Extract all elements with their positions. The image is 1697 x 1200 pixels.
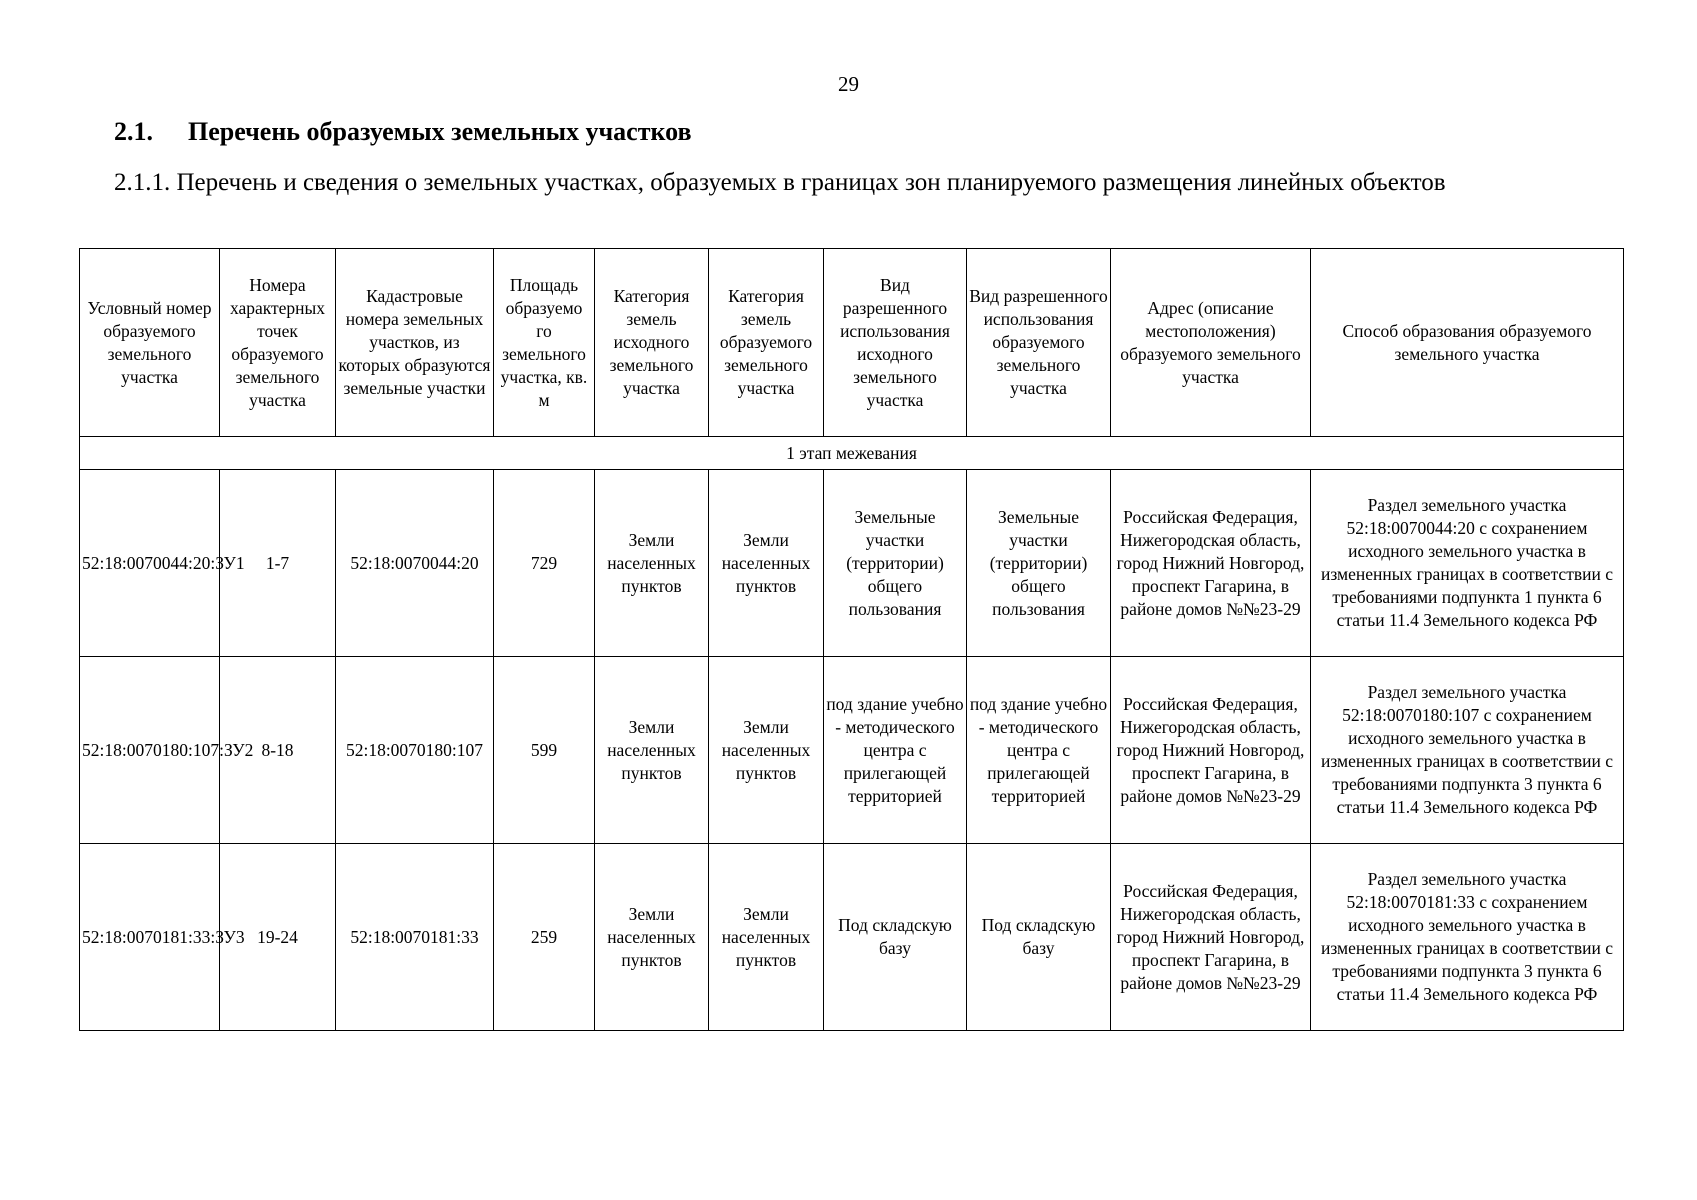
method-cell: Раздел земельного участка 52:18:0070181:33 с сохранением исходного земельного участка в измененных границах в соответствии с требованиями подпункта 3 пункта 6 статьи 11.4 Земельного кодекса РФ: [1311, 844, 1624, 1031]
header-cell: Категория земель образуемого земельного участка: [709, 249, 824, 437]
address-cell: Российская Федерация, Нижегородская область, город Нижний Новгород, проспект Гагарина, в районе домов №№23-29: [1111, 657, 1311, 844]
stage-label: 1 этап межевания: [80, 437, 1624, 470]
plot-id-cell: 52:18:0070180:107:ЗУ2: [80, 657, 220, 844]
category-new-cell: Земли населенных пунктов: [709, 470, 824, 657]
header-cell: Адрес (описание местоположения) образуемого земельного участка: [1111, 249, 1311, 437]
use-source-cell: Земельные участки (территории) общего пользования: [824, 470, 967, 657]
cadastral-cell: 52:18:0070044:20: [336, 470, 494, 657]
points-cell: 8-18: [220, 657, 336, 844]
section-title: Перечень образуемых земельных участков: [188, 117, 692, 146]
plot-id-cell: 52:18:0070181:33:ЗУ3: [80, 844, 220, 1031]
area-cell: 259: [494, 844, 595, 1031]
header-cell: Способ образования образуемого земельного участка: [1311, 249, 1624, 437]
area-cell: 599: [494, 657, 595, 844]
header-cell: Вид разрешенного использования исходного земельного участка: [824, 249, 967, 437]
points-cell: 19-24: [220, 844, 336, 1031]
table-row: [80, 470, 1624, 657]
table-row: [80, 844, 1624, 1031]
table-row: [80, 657, 1624, 844]
section-number: 2.1.: [114, 117, 153, 146]
section-heading: [114, 117, 692, 147]
use-new-cell: Земельные участки (территории) общего пользования: [967, 470, 1111, 657]
area-cell: 729: [494, 470, 595, 657]
category-source-cell: Земли населенных пунктов: [595, 844, 709, 1031]
header-cell: Номера характерных точек образуемого земельного участка: [220, 249, 336, 437]
header-cell: Площадь образуемо го земельного участка, кв. м: [494, 249, 595, 437]
plot-id-cell: 52:18:0070044:20:ЗУ1: [80, 470, 220, 657]
category-source-cell: Земли населенных пунктов: [595, 470, 709, 657]
subsection-heading: 2.1.1. Перечень и сведения о земельных участках, образуемых в границах зон планируемого размещения линейных объектов: [114, 169, 1446, 196]
category-new-cell: Земли населенных пунктов: [709, 844, 824, 1031]
points-cell: 1-7: [220, 470, 336, 657]
method-cell: Раздел земельного участка 52:18:0070044:20 с сохранением исходного земельного участка в измененных границах в соответствии с требованиями подпункта 1 пункта 6 статьи 11.4 Земельного кодекса РФ: [1311, 470, 1624, 657]
address-cell: Российская Федерация, Нижегородская область, город Нижний Новгород, проспект Гагарина, в районе домов №№23-29: [1111, 470, 1311, 657]
stage-row: [80, 437, 1624, 470]
method-cell: Раздел земельного участка 52:18:0070180:107 с сохранением исходного земельного участка в измененных границах в соответствии с требованиями подпункта 3 пункта 6 статьи 11.4 Земельного кодекса РФ: [1311, 657, 1624, 844]
use-new-cell: Под складскую базу: [967, 844, 1111, 1031]
cadastral-cell: 52:18:0070180:107: [336, 657, 494, 844]
land-plots-table: [79, 248, 1624, 1031]
category-source-cell: Земли населенных пунктов: [595, 657, 709, 844]
header-cell: Кадастровые номера земельных участков, из которых образуются земельные участки: [336, 249, 494, 437]
address-cell: Российская Федерация, Нижегородская область, город Нижний Новгород, проспект Гагарина, в районе домов №№23-29: [1111, 844, 1311, 1031]
header-cell: Вид разрешенного использования образуемого земельного участка: [967, 249, 1111, 437]
page-number: 29: [838, 72, 859, 96]
use-source-cell: под здание учебно - методического центра с прилегающей территорией: [824, 657, 967, 844]
use-new-cell: под здание учебно - методического центра с прилегающей территорией: [967, 657, 1111, 844]
table-header-row: [80, 249, 1624, 437]
header-cell: Категория земель исходного земельного участка: [595, 249, 709, 437]
category-new-cell: Земли населенных пунктов: [709, 657, 824, 844]
header-cell: Условный номер образуемого земельного участка: [80, 249, 220, 437]
use-source-cell: Под складскую базу: [824, 844, 967, 1031]
cadastral-cell: 52:18:0070181:33: [336, 844, 494, 1031]
